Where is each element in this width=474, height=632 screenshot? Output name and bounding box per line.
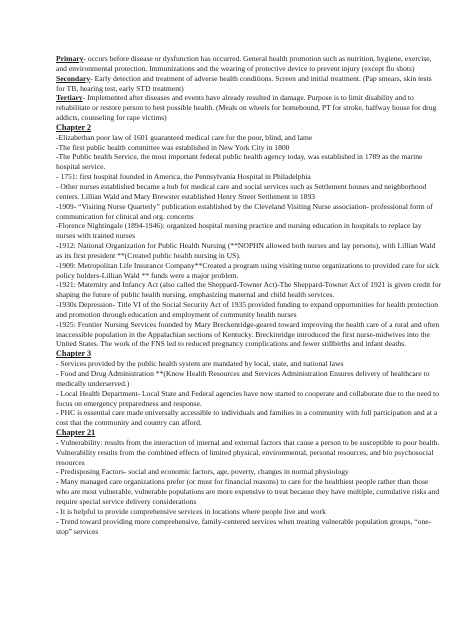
list-item: -1925: Frontier Nursing Services founded by Mary Breckenridge-geared toward improving the health care of a rural and often inaccessible population in the Appalachian sections of Kentucky. Breckinridge introduced the first nurse-midwives into the United States. The work of the FNS led to reduced pregnancy complications and fewer stillbirths and infant deaths. [56, 319, 440, 349]
list-item: - 1751: first hospital founded in America, the Pennsylvania Hospital in Philadelphia [56, 172, 311, 182]
list-item: - Predisposing Factors- social and economic factors, age, poverty, changes in normal physiology [56, 467, 349, 477]
list-item: - It is helpful to provide comprehensive services in locations where people live and work [56, 506, 326, 516]
list-item: -The Public health Service, the most important federal public health agency today, was established in 1789 as the marine hospital service. [56, 152, 423, 172]
list-item: -The first public health committee was established in New York City in 1800 [56, 142, 290, 152]
list-item: - Other nurses established became a hub for medical care and social services such as Settlement houses and neighborhood centers. Lillian Wald and Mary Brewster established Henry Street Settlement in 1893 [56, 181, 427, 201]
list-item: -Florence Nightingale (1894-1946): organized hospital nursing practice and nursing education in hospitals to replace lay nurses with trained nurses [56, 221, 422, 241]
primary-text: - occurs before disease or dysfunction has occurred. General health promotion such as nutrition, hygiene, exercise, and environmental protection. Immunizations and the wearing of protective device to prevent injury (except flu shots) [56, 54, 432, 73]
list-item: -1909- “Visiting Nurse Quarterly” publication established by the Cleveland Visiting Nurse association- professional form of communication for clinical and org. concerns [56, 201, 433, 221]
list-item: - Local Health Department- Local State and Federal agencies have now started to cooperate and collaborate due to the need to focus on emergency preparedness and response. [56, 388, 439, 408]
tertiary-text: - Implemented after diseases and events have already resulted in damage. Purpose is to limit disability and to rehabilitate or restore person to best possible health. (Meals on wheels for homebound, PT for stroke, halfway house for drug addicts, counseling for rape victims) [56, 93, 437, 123]
list-item: - Vulnerability: results from the interaction of internal and external factors that cause a person to be susceptible to poor health. Vulnerability results from the combined effects of limited physical, environmental, personal resources, and bio psychosocial resources [56, 437, 440, 467]
list-item: - Food and Drug Administration **(Know Health Resources and Services Administration Ensures delivery of healthcare to medically underserved.) [56, 369, 430, 388]
chapter-21-section [56, 428, 442, 536]
document-page [56, 54, 442, 536]
primary-term: Primary [56, 54, 84, 63]
chapter-3-heading: Chapter 3 [56, 349, 92, 359]
chapter-2-heading: Chapter 2 [56, 122, 92, 132]
list-item: -1930s Depression- Title VI of the Social Security Act of 1935 provided funding to expand opportunities for health protection and promotion through education and employment of community health nurses [56, 300, 439, 319]
secondary-term: Secondary [56, 73, 91, 83]
chapter-3-section [56, 349, 442, 428]
list-item: - Many managed care organizations prefer (or must for financial reasons) to care for the healthiest people rather than those who are most vulnerable, vulnerable populations are more expensive to treat because they have multiple, cumulative risks and require special service delivery considerations [56, 477, 440, 506]
tertiary-term: Tertiary [56, 93, 83, 103]
chapter-2-section [56, 123, 442, 349]
list-item: -1912: National Organization for Public Health Nursing (**NOPHN allowed both nurses and lay persons), with Lillian Wald as its first president **(Created public health nursing in US). [56, 241, 436, 260]
list-item: -1921: Maternity and Infancy Act (also called the Sheppard-Towner Act)-The Sheppard-Towner Act of 1921 is given credit for shaping the future of public health nursing, emphasizing maternal and child health services. [56, 280, 442, 300]
tertiary-prevention-paragraph [56, 93, 442, 123]
primary-prevention-paragraph [56, 54, 442, 74]
secondary-text: - Early detection and treatment of adverse health conditions. Screen and initial treatment. (Pap smears, skin tests for TB, hearing test, early STD treatment) [56, 73, 432, 93]
secondary-prevention-paragraph [56, 74, 442, 94]
list-item: - Trend toward providing more comprehensive, family-centered services when treating vulnerable population groups, “one-stop” services [56, 516, 432, 536]
chapter-21-heading: Chapter 21 [56, 428, 96, 438]
list-item: -Elizabethan poor law of 1601 guaranteed medical care for the poor, blind, and lame [56, 132, 313, 142]
list-item: - Services provided by the public health system are mandated by local, state, and national laws [56, 359, 344, 369]
list-item: - PHC is essential care made universally accessible to individuals and families in a community with full participation and at a cost that the community and country can afford. [56, 408, 438, 428]
list-item: -1909: Metropolitan Life Insurance Company**Created a program using visiting nurse organizations to provided care for sick policy holders-Lillian Wald ** funds were a major problem. [56, 260, 440, 280]
